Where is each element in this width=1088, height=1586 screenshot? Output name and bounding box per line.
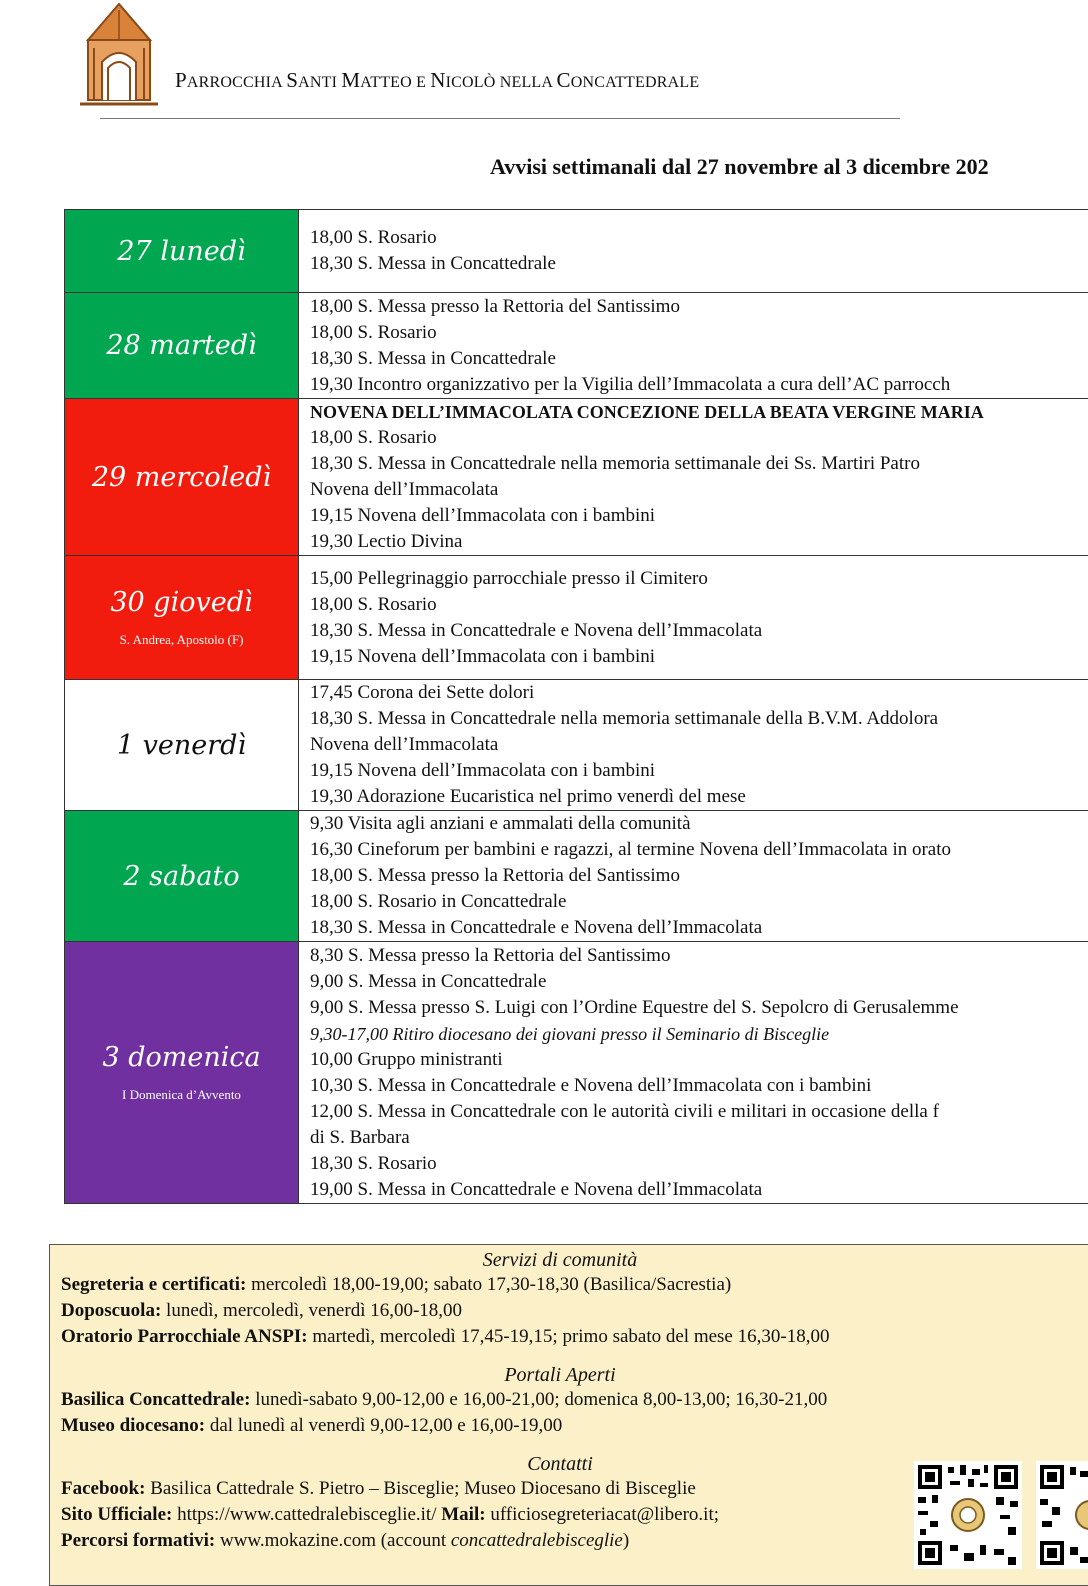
portals-title: Portali Aperti	[50, 1364, 1088, 1387]
event-line: 9,00 S. Messa presso S. Luigi con l’Ordine Equestre del S. Sepolcro di Gerusalemme	[310, 995, 1088, 1021]
site-line: Sito Ufficiale: https://www.cattedralebisceglie.it/ Mail: ufficiosegreteriacat@libero.it;	[50, 1502, 1088, 1528]
events-cell	[299, 399, 1088, 556]
day-label: 2 sabato	[65, 861, 298, 892]
table-row	[65, 811, 1088, 942]
event-line: 19,00 S. Messa in Concattedrale e Novena dell’Immacolata	[310, 1177, 1088, 1203]
event-line: Novena dell’Immacolata	[310, 732, 1088, 758]
event-line: 10,00 Gruppo ministranti	[310, 1047, 1088, 1073]
day-cell	[65, 942, 299, 1204]
day-cell	[65, 556, 299, 680]
event-line: 19,15 Novena dell’Immacolata con i bambini	[310, 503, 1088, 529]
day-cell	[65, 210, 299, 293]
contacts-title: Contatti	[50, 1453, 1088, 1476]
event-line: 18,30 S. Messa in Concattedrale e Novena dell’Immacolata	[310, 618, 1088, 644]
services-line: Oratorio Parrocchiale ANSPI: martedì, mercoledì 17,45-19,15; primo sabato del mese 16,30-18,00	[50, 1324, 1088, 1350]
paths-line: Percorsi formativi: www.mokazine.com (account concattedralebisceglie)	[50, 1528, 1088, 1554]
event-line: 18,00 S. Rosario	[310, 225, 1088, 251]
site-link[interactable]: https://www.cattedralebisceglie.it/	[172, 1504, 441, 1525]
day-label: 30 giovedì	[65, 587, 298, 618]
table-row	[65, 942, 1088, 1204]
event-line: 8,30 S. Messa presso la Rettoria del Santissimo	[310, 943, 1088, 969]
event-line: 18,00 S. Messa presso la Rettoria del Santissimo	[310, 863, 1088, 889]
day-note: I Domenica d’Avvento	[65, 1087, 298, 1103]
novena-heading: NOVENA DELL’IMMACOLATA CONCEZIONE DELLA BEATA VERGINE MARIA	[310, 399, 1088, 425]
event-line: 18,00 S. Rosario	[310, 592, 1088, 618]
event-line: 15,00 Pellegrinaggio parrocchiale presso il Cimitero	[310, 566, 1088, 592]
day-cell	[65, 293, 299, 399]
event-line: 18,00 S. Rosario	[310, 320, 1088, 346]
event-line: 18,30 S. Messa in Concattedrale e Novena dell’Immacolata	[310, 915, 1088, 941]
event-line: 18,00 S. Messa presso la Rettoria del Santissimo	[310, 294, 1088, 320]
table-row	[65, 556, 1088, 680]
event-line: 9,00 S. Messa in Concattedrale	[310, 969, 1088, 995]
day-label: 29 mercoledì	[65, 462, 298, 493]
event-line: 19,15 Novena dell’Immacolata con i bambini	[310, 758, 1088, 784]
event-line: 18,30 S. Messa in Concattedrale	[310, 346, 1088, 372]
event-line: 19,30 Adorazione Eucaristica nel primo venerdì del mese	[310, 784, 1088, 810]
day-label: 27 lunedì	[65, 236, 298, 267]
event-line: 9,30-17,00 Ritiro diocesano dei giovani presso il Seminario di Bisceglie	[310, 1021, 1088, 1047]
table-row	[65, 680, 1088, 811]
events-cell	[299, 556, 1088, 680]
qr-code-icon[interactable]	[1036, 1461, 1088, 1569]
parish-name: PARROCCHIA SANTI MATTEO E NICOLÒ NELLA CONCATTEDRALE	[175, 68, 699, 93]
event-line: 16,30 Cineforum per bambini e ragazzi, al termine Novena dell’Immacolata in orato	[310, 837, 1088, 863]
events-cell	[299, 942, 1088, 1204]
week-title: Avvisi settimanali dal 27 novembre al 3 dicembre 202	[490, 154, 989, 180]
event-line: 18,30 S. Messa in Concattedrale nella memoria settimanale della B.V.M. Addolora	[310, 706, 1088, 732]
event-line: 10,30 S. Messa in Concattedrale e Novena dell’Immacolata con i bambini	[310, 1073, 1088, 1099]
table-row	[65, 399, 1088, 556]
parish-logo	[74, 0, 164, 108]
events-cell	[299, 811, 1088, 942]
table-row	[65, 293, 1088, 399]
event-line: 12,00 S. Messa in Concattedrale con le autorità civili e militari in occasione della f	[310, 1099, 1088, 1125]
services-line: Segreteria e certificati: mercoledì 18,00-19,00; sabato 17,30-18,30 (Basilica/Sacrestia)	[50, 1272, 1088, 1298]
services-title: Servizi di comunità	[50, 1249, 1088, 1272]
event-line: di S. Barbara	[310, 1125, 1088, 1151]
event-line: 17,45 Corona dei Sette dolori	[310, 680, 1088, 706]
event-line: 19,30 Incontro organizzativo per la Vigilia dell’Immacolata a cura dell’AC parrocch	[310, 372, 1088, 398]
table-row	[65, 210, 1088, 293]
event-line: 18,30 S. Messa in Concattedrale nella memoria settimanale dei Ss. Martiri Patro	[310, 451, 1088, 477]
events-cell	[299, 210, 1088, 293]
events-cell	[299, 680, 1088, 811]
event-line: 9,30 Visita agli anziani e ammalati della comunità	[310, 811, 1088, 837]
events-cell	[299, 293, 1088, 399]
event-line: 18,30 S. Messa in Concattedrale	[310, 251, 1088, 277]
event-line: 18,00 S. Rosario in Concattedrale	[310, 889, 1088, 915]
day-label: 28 martedì	[65, 330, 298, 361]
mail-link[interactable]: ufficiosegreteriacat@libero.it;	[486, 1504, 719, 1525]
event-line: 18,00 S. Rosario	[310, 425, 1088, 451]
day-cell	[65, 811, 299, 942]
day-note: S. Andrea, Apostolo (F)	[65, 632, 298, 648]
facebook-line: Facebook: Basilica Cattedrale S. Pietro – Bisceglie; Museo Diocesano di Bisceglie	[50, 1476, 1088, 1502]
day-cell	[65, 399, 299, 556]
event-line: 18,30 S. Rosario	[310, 1151, 1088, 1177]
schedule-table	[64, 209, 1088, 1204]
event-line: 19,30 Lectio Divina	[310, 529, 1088, 555]
header-divider	[100, 118, 900, 119]
qr-code-icon[interactable]	[914, 1461, 1022, 1569]
day-label: 1 venerdì	[65, 730, 298, 761]
services-line: Doposcuola: lunedì, mercoledì, venerdì 16,00-18,00	[50, 1298, 1088, 1324]
day-cell	[65, 680, 299, 811]
event-line: 19,15 Novena dell’Immacolata con i bambini	[310, 644, 1088, 670]
day-label: 3 domenica	[65, 1042, 298, 1073]
portals-line: Basilica Concattedrale: lunedì-sabato 9,00-12,00 e 16,00-21,00; domenica 8,00-13,00; 16,30-21,00	[50, 1387, 1088, 1413]
portals-line: Museo diocesano: dal lunedì al venerdì 9,00-12,00 e 16,00-19,00	[50, 1413, 1088, 1439]
event-line: Novena dell’Immacolata	[310, 477, 1088, 503]
